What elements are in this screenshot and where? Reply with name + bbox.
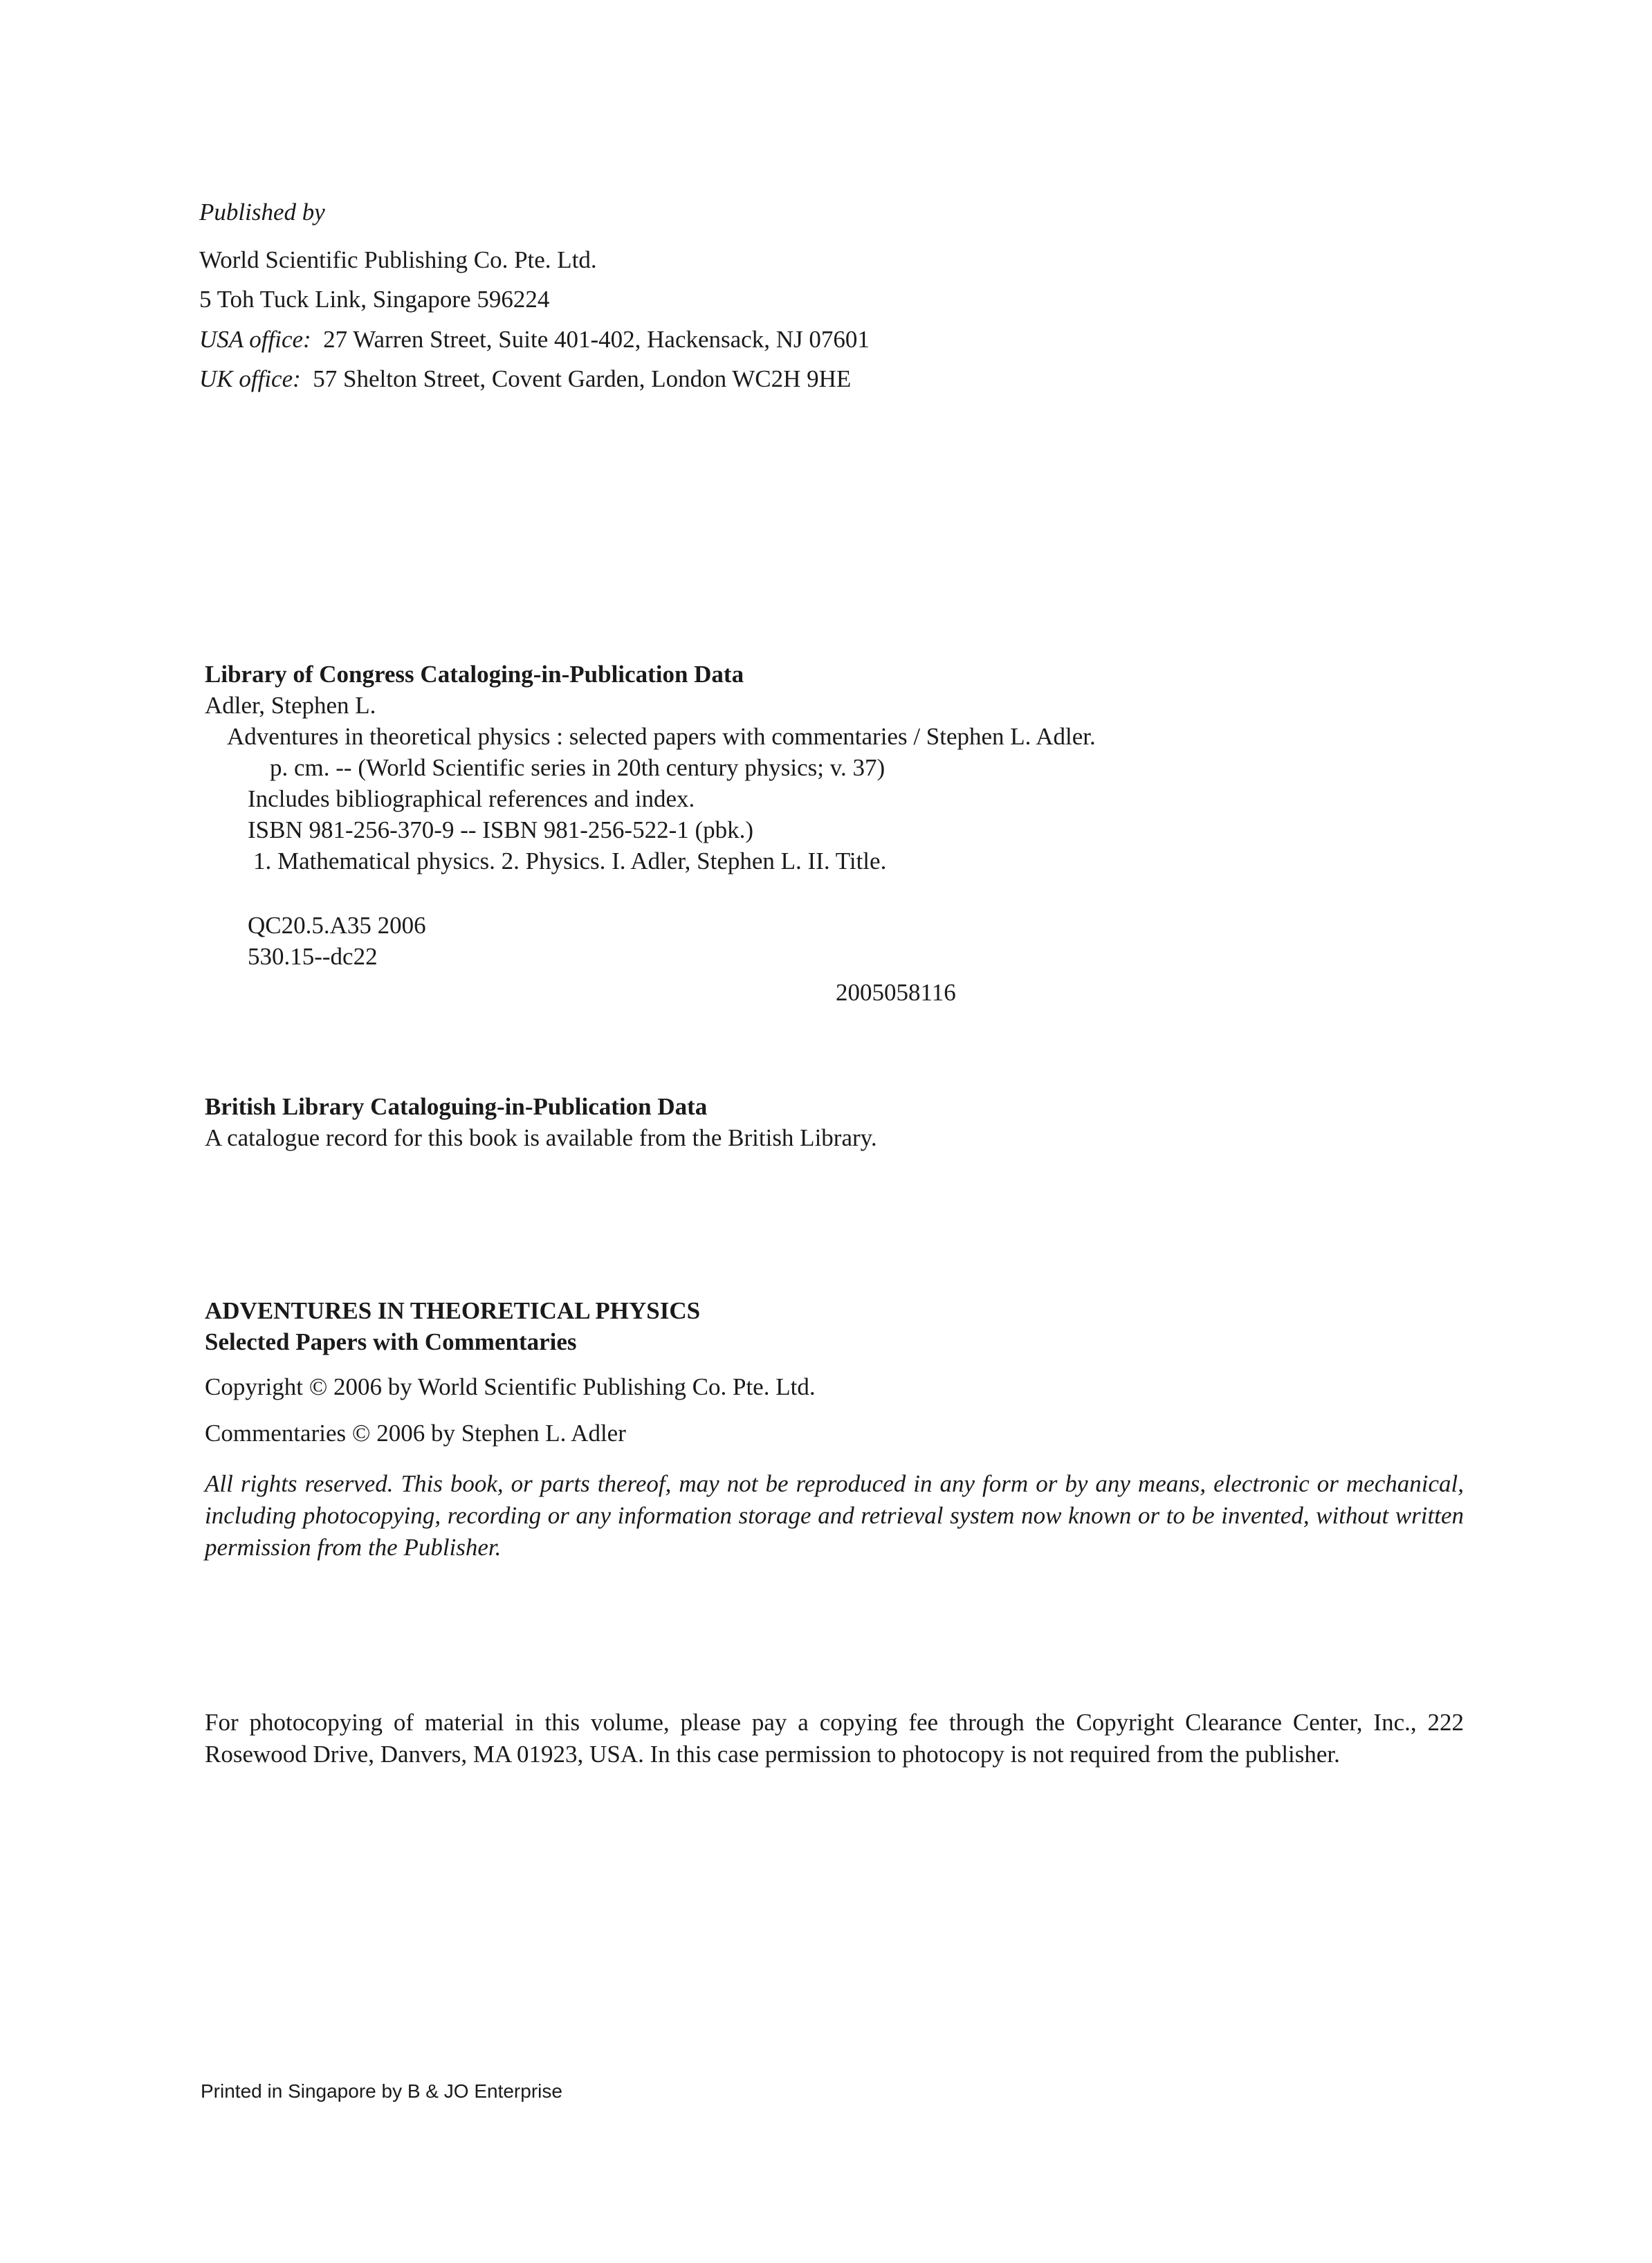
- lc-heading: Library of Congress Cataloging-in-Publication Data: [205, 661, 744, 688]
- copyright-line: Copyright © 2006 by World Scientific Publishing Co. Pte. Ltd.: [205, 1373, 816, 1400]
- lc-isbn-line: ISBN 981-256-370-9 -- ISBN 981-256-522-1 (pbk.): [248, 816, 754, 843]
- bl-text: A catalogue record for this book is available from the British Library.: [205, 1124, 877, 1151]
- book-title: ADVENTURES IN THEORETICAL PHYSICS: [205, 1297, 701, 1324]
- lc-references-line: Includes bibliographical references and index.: [248, 785, 695, 812]
- publisher-address: 5 Toh Tuck Link, Singapore 596224: [199, 286, 550, 313]
- published-by-heading: Published by: [199, 199, 325, 226]
- photocopy-notice: For photocopying of material in this volume, please pay a copying fee through the Copyright Clearance Center, Inc., 222 Rosewood Drive, Danvers, MA 01923, USA. In this case permission to photocopy is not required from the publisher.: [205, 1709, 1464, 1768]
- lc-control-number: 2005058116: [836, 979, 956, 1006]
- printed-in-line: Printed in Singapore by B & JO Enterprise: [201, 2080, 562, 2102]
- uk-office-label: UK office:: [199, 365, 301, 392]
- lc-title-line: Adventures in theoretical physics : selected papers with commentaries / Stephen L. Adler.: [227, 723, 1096, 750]
- lc-series-line: p. cm. -- (World Scientific series in 20th century physics; v. 37): [270, 754, 885, 781]
- publisher-name: World Scientific Publishing Co. Pte. Ltd.: [199, 246, 597, 273]
- lc-author: Adler, Stephen L.: [205, 692, 376, 719]
- bl-heading: British Library Cataloguing-in-Publication Data: [205, 1093, 708, 1120]
- book-subtitle: Selected Papers with Commentaries: [205, 1328, 577, 1355]
- lc-subjects-line: 1. Mathematical physics. 2. Physics. I. Adler, Stephen L. II. Title.: [253, 848, 887, 874]
- usa-office-address: 27 Warren Street, Suite 401-402, Hackensack, NJ 07601: [323, 326, 870, 353]
- uk-office-address: 57 Shelton Street, Covent Garden, London WC2H 9HE: [313, 365, 852, 392]
- lc-call-number: QC20.5.A35 2006: [248, 912, 426, 939]
- usa-office-label: USA office:: [199, 326, 311, 353]
- usa-office-line: [199, 326, 870, 354]
- commentaries-copyright-line: Commentaries © 2006 by Stephen L. Adler: [205, 1420, 626, 1447]
- uk-office-line: [199, 365, 851, 393]
- rights-notice: All rights reserved. This book, or parts thereof, may not be reproduced in any form or by any means, electronic or mechanical, including photocopying, recording or any information storage and retrieval system now known or to be invented, without written permission from the Publisher.: [205, 1470, 1464, 1561]
- lc-dewey-number: 530.15--dc22: [248, 943, 378, 970]
